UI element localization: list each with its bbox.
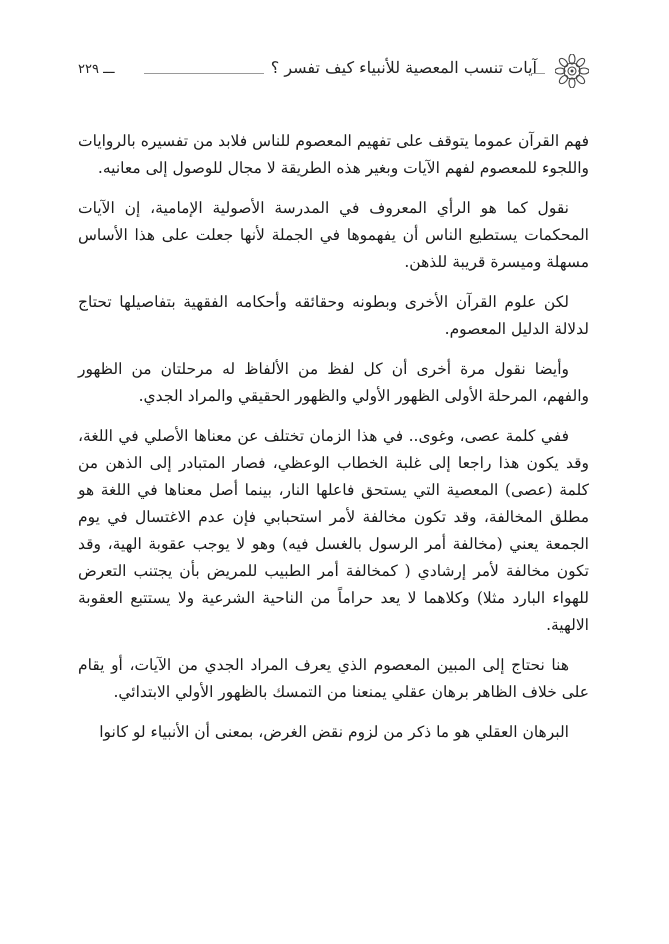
floral-ornament-icon — [555, 54, 589, 88]
paragraph: فهم القرآن عموما يتوقف على تفهيم المعصوم للناس فلابد من تفسيره بالروايات واللجوء للمعصوم لفهم الآيات وبغير هذه الطريقة لا مجال للوصول إلى معانيه. — [78, 132, 589, 177]
body-text — [78, 128, 589, 759]
paragraph: لكن علوم القرآن الأخرى وبطونه وحقائقه وأحكامه الفقهية بتفاصيلها تحتاج لدلالة الدليل المعصوم. — [78, 293, 589, 338]
paragraph: نقول كما هو الرأي المعروف في المدرسة الأصولية الإمامية، إن الآيات المحكمات يستطيع الناس أن يفهموها في الجملة لأنها جعلت على هذا الأساس مسهلة وميسرة قريبة للذهن. — [78, 199, 589, 271]
running-title: آيات تنسب المعصية للأنبياء كيف تفسر ؟ — [270, 58, 537, 77]
paragraph: وأيضا نقول مرة أخرى أن كل لفظ من الألفاظ له مرحلتان من الظهور والفهم، المرحلة الأولى الظهور الأولي والظهور الحقيقي والمراد الجدي. — [78, 360, 589, 405]
page-header — [78, 52, 589, 92]
paragraph: هنا نحتاج إلى المبين المعصوم الذي يعرف المراد الجدي من الآيات، أو يقام على خلاف الظاهر برهان عقلي يمنعنا من التمسك بالظهور الأولي الابتدائي. — [78, 656, 589, 701]
page-number: ـــ ٢٢٩ — [78, 62, 115, 77]
paragraph: البرهان العقلي هو ما ذكر من لزوم نقض الغرض، بمعنى أن الأنبياء لو كانوا — [99, 723, 569, 741]
paragraph: ففي كلمة عصى، وغوى.. في هذا الزمان تختلف عن معناها الأصلي في اللغة، وقد يكون هذا راجعا إلى غلبة الخطاب الوعظي، فصار المتبادر إلى الذهن من كلمة (عصى) المعصية التي يستحق فاعلها النار، بينما أصل معناها في اللغة هو مطلق المخالفة، وقد تكون مخالفة لأمر استحبابي فإن عدم الاغتسال في يوم الجمعة يعني (مخالفة أمر الرسول بالغسل فيه) وهو لا يوجب عقوبة الهية، وقد تكون مخالفة لأمر إرشادي ( كمخالفة أمر الطبيب للمريض بأن يجتنب التعرض للهواء البارد مثلا) وكلاهما لا يعد حراماً من الناحية الشرعية ولا يستتبع العقوبة الالهية. — [78, 427, 589, 634]
header-rule-left — [144, 73, 264, 74]
